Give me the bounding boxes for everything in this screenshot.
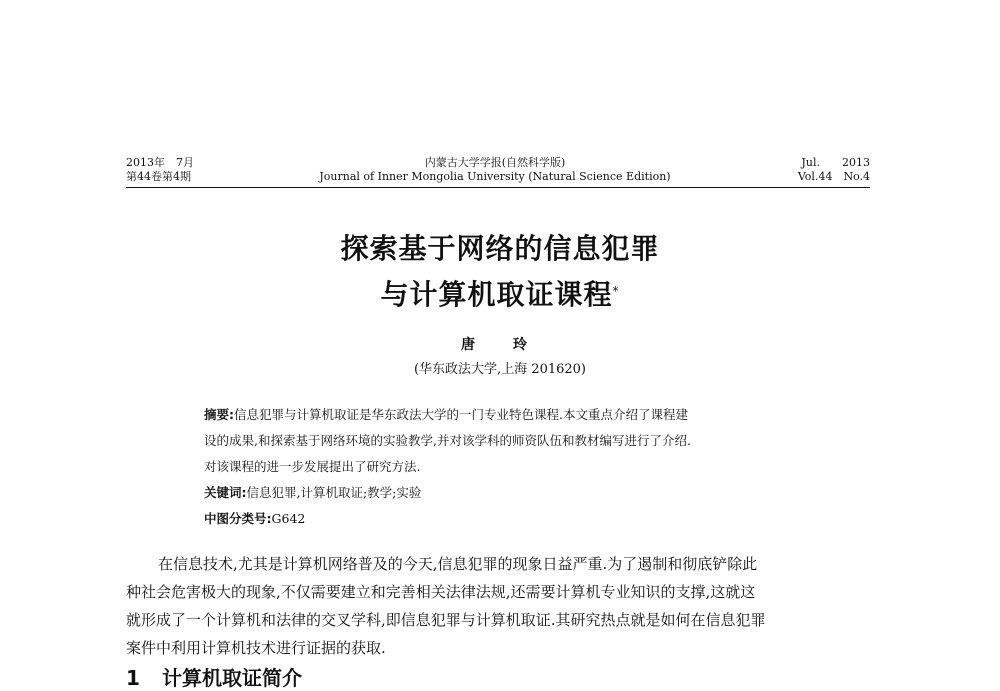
issue-date: 2013年 7月 — [126, 156, 194, 169]
body-line-3: 就形成了一个计算机和法律的交叉学科,即信息犯罪与计算机取证.其研究热点就是如何在信息犯罪 — [126, 611, 766, 629]
abstract-line-3: 对该课程的进一步发展提出了研究方法. — [204, 459, 421, 474]
body-line-1: 在信息技术,尤其是计算机网络普及的今天,信息犯罪的现象日益严重.为了遏制和彻底铲除此 — [158, 555, 758, 573]
journal-name — [300, 156, 690, 184]
clc-value: G642 — [271, 511, 306, 526]
section-number: 1 — [126, 666, 140, 690]
body-paragraph — [126, 550, 876, 662]
abstract-label: 摘要: — [204, 407, 234, 422]
title-line-2-text: 与计算机取证课程 — [380, 278, 613, 311]
volume-issue: 第44卷第4期 — [126, 170, 191, 183]
keywords-line — [204, 480, 814, 506]
section-title: 计算机取证简介 — [162, 666, 302, 690]
title-footnote-mark: * — [612, 284, 620, 298]
journal-date-volume — [126, 156, 194, 184]
clc-line — [204, 506, 814, 532]
article-title — [200, 226, 800, 318]
abstract-line-1 — [204, 402, 814, 428]
title-line-1: 探索基于网络的信息犯罪 — [340, 232, 660, 265]
volume-issue-en: Vol.44 No.4 — [797, 170, 870, 183]
keywords-label: 关键词: — [204, 485, 247, 500]
title-line-2 — [200, 272, 800, 318]
journal-name-cn: 内蒙古大学学报(自然科学版) — [424, 156, 566, 169]
author-affiliation: (华东政法大学,上海 201620) — [413, 362, 587, 377]
issue-date-en: Jul. 2013 — [801, 156, 870, 169]
journal-name-en: Journal of Inner Mongolia University (Natural Science Edition) — [319, 170, 671, 183]
abstract-line-2: 设的成果,和探索基于网络环境的实验教学,并对该学科的师资队伍和教材编写进行了介绍. — [204, 433, 691, 448]
clc-label: 中图分类号: — [204, 511, 272, 526]
author-name: 唐 玲 — [461, 337, 539, 353]
abstract-block — [204, 402, 814, 532]
keywords-value: 信息犯罪,计算机取证;教学;实验 — [246, 485, 422, 500]
body-line-2: 种社会危害极大的现象,不仅需要建立和完善相关法律法规,还需要计算机专业知识的支撑,这就这 — [126, 583, 756, 601]
header-rule — [126, 187, 870, 188]
journal-date-volume-en — [760, 156, 870, 184]
body-line-4: 案件中利用计算机技术进行证据的获取. — [126, 639, 386, 657]
abstract-text-1: 信息犯罪与计算机取证是华东政法大学的一门专业特色课程.本文重点介绍了课程建 — [234, 407, 688, 422]
section-heading — [126, 662, 302, 691]
